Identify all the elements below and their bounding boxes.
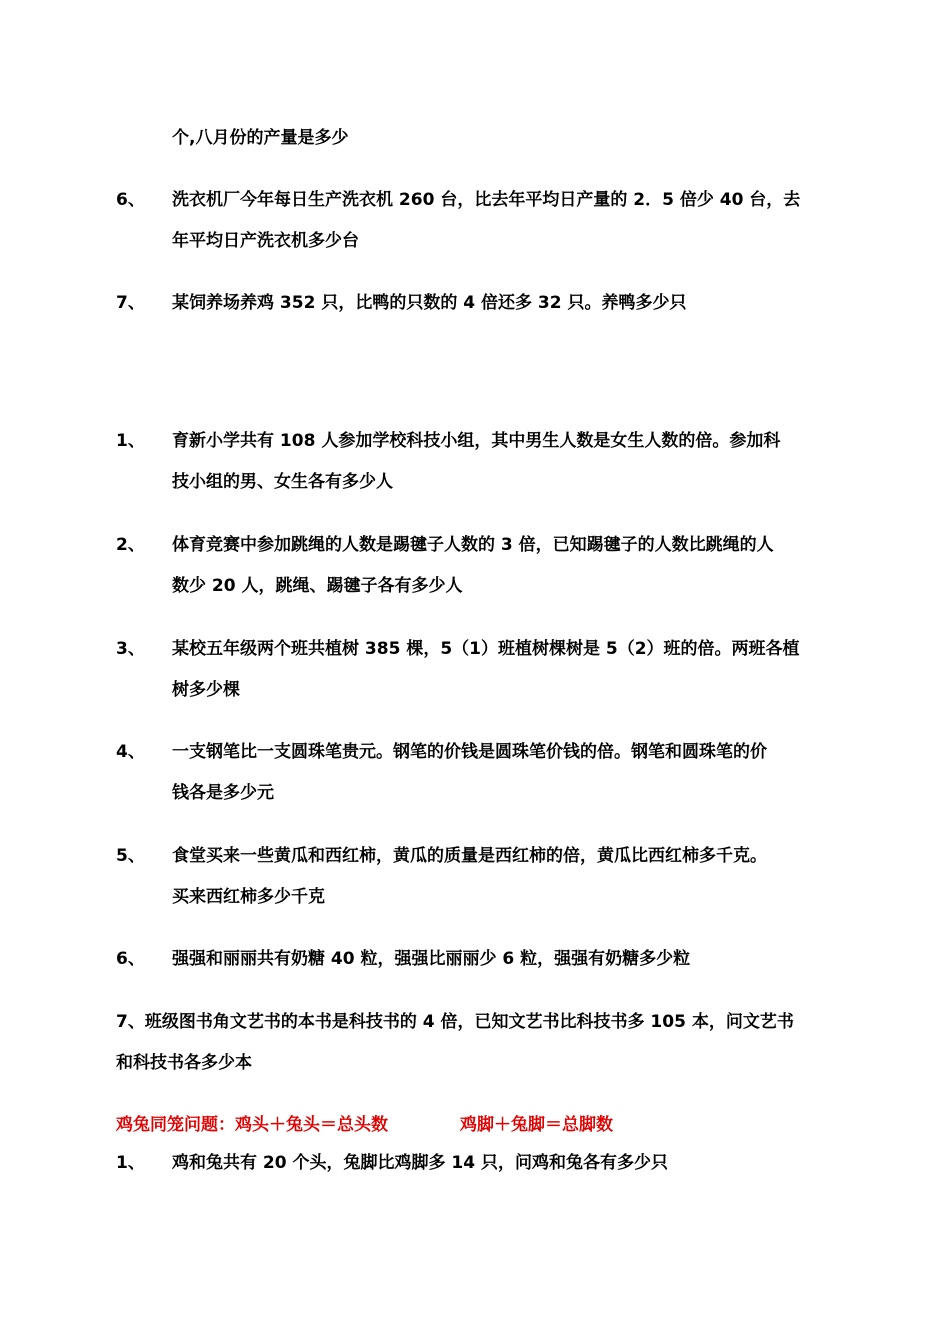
item-text-line: 洗衣机厂今年每日生产洗衣机 260 台，比去年平均日产量的 2．5 倍少 40 台，去	[172, 190, 801, 210]
section-heading-feet: 鸡脚＋兔脚＝总脚数	[460, 1115, 613, 1135]
item-number: 1、	[116, 431, 145, 451]
item-text-line: 钱各是多少元	[172, 783, 274, 803]
item-text-line: 体育竞赛中参加跳绳的人数是踢毽子人数的 3 倍，已知踢毽子的人数比跳绳的人	[172, 535, 774, 555]
item-text-line: 某饲养场养鸡 352 只，比鸭的只数的 4 倍还多 32 只。养鸭多少只	[172, 293, 687, 313]
item-number: 1、	[116, 1153, 145, 1173]
item-text-line: 某校五年级两个班共植树 385 棵，5（1）班植树棵树是 5（2）班的倍。两班各植	[172, 639, 800, 659]
item-number: 7、	[116, 293, 145, 313]
continuation-text: 个,八月份的产量是多少	[172, 128, 349, 148]
item-number: 6、	[116, 190, 145, 210]
item-text-line: 7、班级图书角文艺书的本书是科技书的 4 倍，已知文艺书比科技书多 105 本，问文艺书	[116, 1012, 794, 1032]
item-text-line: 强强和丽丽共有奶糖 40 粒，强强比丽丽少 6 粒，强强有奶糖多少粒	[172, 949, 691, 969]
item-number: 4、	[116, 742, 145, 762]
item-text-line: 鸡和兔共有 20 个头，兔脚比鸡脚多 14 只，问鸡和兔各有多少只	[172, 1153, 668, 1173]
section-heading-heads: 鸡兔同笼问题：鸡头＋兔头＝总头数	[116, 1115, 388, 1135]
item-text-line: 买来西红柿多少千克	[172, 887, 325, 907]
item-text-line: 育新小学共有 108 人参加学校科技小组，其中男生人数是女生人数的倍。参加科	[172, 431, 781, 451]
item-text-line: 树多少棵	[172, 680, 240, 700]
item-text-line: 数少 20 人，跳绳、踢毽子各有多少人	[172, 576, 463, 596]
item-number: 6、	[116, 949, 145, 969]
item-text-line: 年平均日产洗衣机多少台	[172, 231, 359, 251]
item-text-line: 食堂买来一些黄瓜和西红柿，黄瓜的质量是西红柿的倍，黄瓜比西红柿多千克。	[172, 846, 767, 866]
item-text-line: 和科技书各多少本	[116, 1053, 252, 1073]
item-number: 2、	[116, 535, 145, 555]
item-text-line: 技小组的男、女生各有多少人	[172, 472, 393, 492]
item-text-line: 一支钢笔比一支圆珠笔贵元。钢笔的价钱是圆珠笔价钱的倍。钢笔和圆珠笔的价	[172, 742, 767, 762]
item-number: 3、	[116, 639, 145, 659]
item-number: 5、	[116, 846, 145, 866]
